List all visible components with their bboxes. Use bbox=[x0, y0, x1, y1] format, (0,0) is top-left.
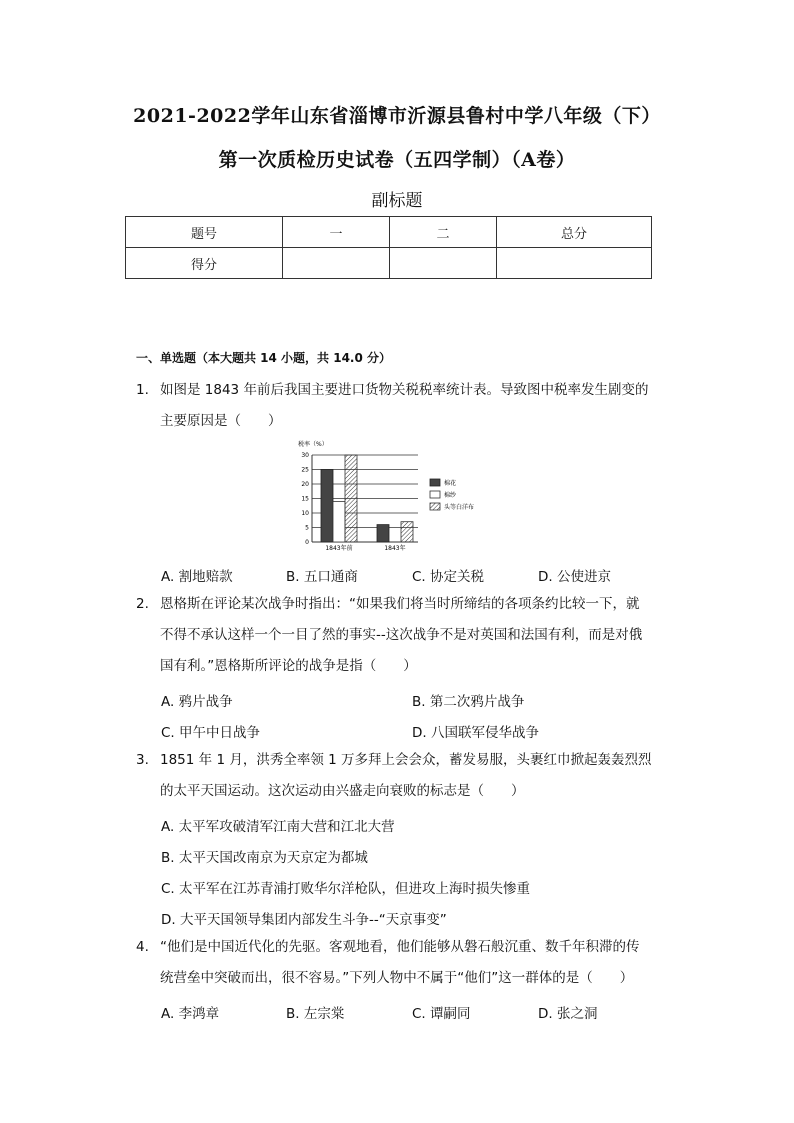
score-table-header-row bbox=[126, 217, 652, 248]
chart-ylabel: 税率（%） bbox=[298, 441, 328, 448]
score-cell[interactable] bbox=[283, 248, 390, 279]
option-c[interactable]: C. 谭嗣同 bbox=[412, 1006, 471, 1022]
score-table-row bbox=[126, 248, 652, 279]
option-c[interactable]: C. 协定关税 bbox=[412, 569, 485, 585]
y-tick-label: 25 bbox=[301, 466, 309, 474]
question-line: 如图是 1843 年前后我国主要进口货物关税税率统计表。导致图中税率发生剧变的 bbox=[160, 382, 649, 398]
legend-swatch bbox=[430, 503, 440, 510]
exam-title-line2: 第一次质检历史试卷（五四学制）（A卷） bbox=[218, 149, 576, 171]
bar bbox=[345, 455, 357, 542]
question-line: 国有利。”恩格斯所评论的战争是指（ ） bbox=[160, 658, 417, 674]
tariff-bar-chart bbox=[290, 436, 510, 556]
y-tick-label: 20 bbox=[301, 481, 309, 488]
section-heading: 一、单选题（本大题共 14 小题，共 14.0 分） bbox=[136, 351, 392, 365]
option-d[interactable]: D. 公使进京 bbox=[538, 569, 611, 585]
score-row-label: 得分 bbox=[126, 248, 283, 279]
score-header-cell: 总分 bbox=[497, 217, 652, 248]
option-a[interactable]: A. 太平军攻破清军江南大营和江北大营 bbox=[161, 819, 395, 835]
y-tick-label: 10 bbox=[301, 510, 309, 517]
question-line: 主要原因是（ ） bbox=[160, 413, 282, 429]
score-cell[interactable] bbox=[497, 248, 652, 279]
option-a[interactable]: A. 李鸿章 bbox=[161, 1006, 220, 1022]
bar bbox=[321, 470, 333, 543]
exam-title-line1: 2021-2022学年山东省淄博市沂源县鲁村中学八年级（下） bbox=[133, 105, 661, 127]
option-d[interactable]: D. 大平天国领导集团内部发生斗争--“天京事变” bbox=[161, 912, 447, 928]
option-d[interactable]: D. 八国联军侵华战争 bbox=[412, 725, 539, 741]
question-number: 2. bbox=[136, 596, 149, 612]
question-line: “他们是中国近代化的先驱。客观地看，他们能够从磐石般沉重、数千年积滞的传 bbox=[160, 939, 640, 955]
question-line: 不得不承认这样一个一目了然的事实--这次战争不是对英国和法国有利，而是对俄 bbox=[160, 627, 643, 643]
option-b[interactable]: B. 第二次鸦片战争 bbox=[412, 694, 525, 710]
score-cell[interactable] bbox=[390, 248, 497, 279]
bar bbox=[377, 525, 389, 542]
question-number: 4. bbox=[136, 939, 149, 955]
option-c[interactable]: C. 太平军在江苏青浦打败华尔洋枪队，但进攻上海时损失惨重 bbox=[161, 881, 531, 897]
legend-label: 棉纱 bbox=[444, 492, 457, 499]
option-b[interactable]: B. 太平天国改南京为天京定为都城 bbox=[161, 850, 368, 866]
legend-swatch bbox=[430, 491, 440, 498]
y-tick-label: 5 bbox=[305, 524, 309, 532]
legend-swatch bbox=[430, 479, 440, 486]
score-header-cell: 二 bbox=[390, 217, 497, 248]
question-line: 的太平天国运动。这次运动由兴盛走向衰败的标志是（ ） bbox=[160, 783, 525, 799]
y-tick-label: 0 bbox=[305, 539, 309, 546]
y-tick-label: 15 bbox=[301, 495, 309, 503]
score-header-cell: 一 bbox=[283, 217, 390, 248]
x-tick-label: 1843年前 bbox=[325, 545, 353, 552]
option-b[interactable]: B. 五口通商 bbox=[286, 569, 358, 585]
bar bbox=[401, 522, 413, 542]
score-header-cell: 题号 bbox=[126, 217, 283, 248]
bar bbox=[333, 501, 345, 542]
option-a[interactable]: A. 鸦片战争 bbox=[161, 694, 233, 710]
question-line: 统营垒中突破而出，很不容易。”下列人物中不属于“他们”这一群体的是（ ） bbox=[160, 970, 634, 986]
option-a[interactable]: A. 割地赔款 bbox=[161, 569, 233, 585]
exam-subtitle: 副标题 bbox=[371, 191, 423, 211]
y-tick-label: 30 bbox=[301, 452, 309, 459]
score-table bbox=[125, 216, 652, 279]
option-d[interactable]: D. 张之洞 bbox=[538, 1006, 598, 1022]
question-number: 3. bbox=[136, 752, 149, 768]
legend-label: 头等白洋布 bbox=[444, 504, 475, 511]
x-tick-label: 1843年 bbox=[384, 545, 406, 552]
legend-label: 棉花 bbox=[444, 480, 457, 487]
question-line: 1851 年 1 月，洪秀全率领 1 万多拜上会会众，蓄发易服，头裹红巾掀起轰轰烈烈 bbox=[160, 752, 652, 768]
question-line: 恩格斯在评论某次战争时指出：“如果我们将当时所缔结的各项条约比较一下，就 bbox=[160, 596, 640, 612]
question-number: 1. bbox=[136, 382, 149, 398]
option-c[interactable]: C. 甲午中日战争 bbox=[161, 725, 261, 741]
option-b[interactable]: B. 左宗棠 bbox=[286, 1006, 345, 1022]
